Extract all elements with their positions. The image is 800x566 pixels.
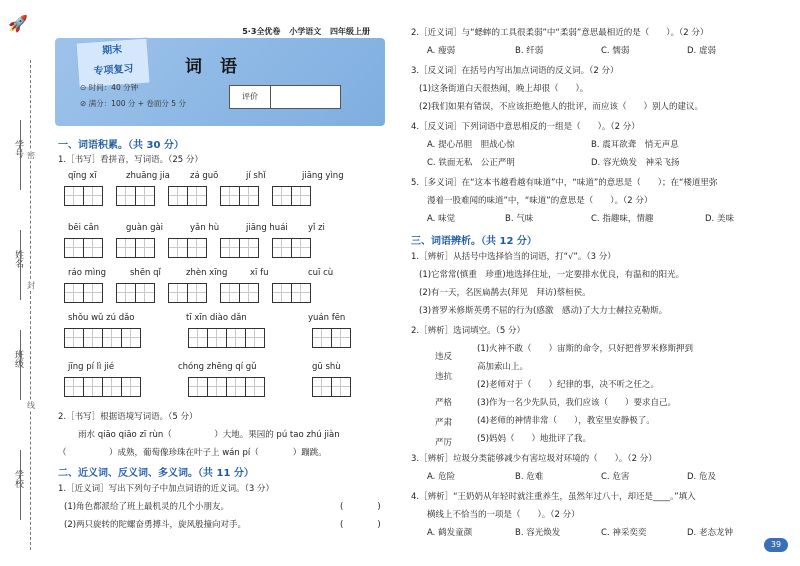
option[interactable]: B. 危难 [515, 472, 544, 482]
s2-q2: 2.［近义词］与“蟋蟀的工具很柔弱”中“柔弱”意思最相近的是（ ）。（2 分） [411, 28, 709, 38]
pinyin: ráo mìng [68, 268, 107, 278]
word-choice: 严厉 [435, 438, 453, 448]
option[interactable]: B. 容光焕发 [515, 528, 561, 538]
gutter-label-id: 学号 [13, 140, 23, 158]
binding-gutter [0, 0, 50, 566]
section-2-title: 二、近义词、反义词、多义词。（共 11 分） [58, 468, 254, 479]
s2-q1b: (2)两只旋转的陀螺奋勇搏斗，旋风般撞向对手。 [64, 520, 247, 530]
s3-q2: 2.［辨析］选词填空。（5 分） [411, 326, 525, 336]
option[interactable]: D. 老态龙钟 [687, 528, 733, 538]
s3-q2a: 高加索山上。 [477, 362, 529, 372]
s2-q5: 漫着一股难闻的味道”中，“味道”的意思是（ ）。（2 分） [427, 196, 653, 206]
pinyin: zá guō [190, 171, 219, 181]
gutter-line [20, 450, 21, 520]
pinyin: shǒu wǔ zú dǎo [68, 313, 135, 323]
score-label: 评价 [230, 86, 271, 108]
s2-q3a: (1)这条街道白天很热闹，晚上却很（ ）。 [419, 84, 589, 94]
pinyin: tī xīn diào dǎn [186, 313, 247, 323]
pinyin: guàn gài [126, 223, 164, 233]
pinyin: bēi cǎn [68, 223, 99, 233]
s1-q1: 1.［书写］看拼音，写词语。（25 分） [58, 155, 203, 165]
s2-q4: 4.［反义词］下列词语中意思相反的一组是（ ）。（2 分） [411, 122, 640, 132]
option[interactable]: D. 危及 [687, 472, 716, 482]
word-choice: 严肃 [435, 418, 453, 428]
pinyin: jiāng yìng [302, 171, 344, 181]
cut-line [30, 60, 31, 550]
s2-q3: 3.［反义词］在括号内写出加点词语的反义词。（2 分） [411, 66, 619, 76]
s3-q2c: (3)作为一名少先队员，我们应该（ ）要求自己。 [477, 398, 677, 408]
word-choice: 严格 [435, 398, 453, 408]
writing-grid-row [64, 328, 350, 348]
s3-q2e: (5)妈妈（ ）地批评了我。 [477, 434, 592, 444]
option[interactable]: A. 提心吊胆 胆战心惊 [427, 140, 515, 150]
gutter-line [20, 230, 21, 300]
word-choice: 违反 [435, 352, 453, 362]
writing-grid-row [64, 283, 310, 303]
right-page [405, 0, 795, 566]
s2-q1: 1.［近义词］写出下列句子中加点词语的近义词。（3 分） [58, 484, 274, 494]
pinyin: qīng xī [68, 171, 97, 181]
section-1-title: 一、词语积累。（共 30 分） [58, 140, 184, 151]
s2-q3b: (2)我们如果有错误，不应该拒绝他人的批评，而应该（ ）别人的建议。 [419, 102, 704, 112]
review-tag: 期末 专项复习 [75, 38, 150, 89]
option[interactable]: C. 铁面无私 公正严明 [427, 158, 515, 168]
pinyin: zhèn xīng [186, 268, 228, 278]
option[interactable]: B. 纤弱 [515, 46, 544, 56]
pinyin: yǐ zi [308, 223, 325, 233]
page-title: 词语 [185, 57, 255, 77]
option[interactable]: B. 气味 [505, 214, 534, 224]
pinyin: jí shǐ [246, 171, 266, 181]
pinyin: yǎn hù [190, 223, 220, 233]
option[interactable]: C. 神采奕奕 [601, 528, 647, 538]
s1-q2-text: （ ）成熟，葡萄像珍珠在叶子上 wán pí（ ）蹦跳。 [58, 448, 327, 458]
s3-q2b: (2)老师对于（ ）纪律的事，决不听之任之。 [477, 380, 660, 390]
pinyin: xī fu [250, 268, 269, 278]
option[interactable]: A. 味觉 [427, 214, 456, 224]
pinyin: chóng zhēng qí gǔ [178, 362, 257, 372]
option[interactable]: A. 危险 [427, 472, 456, 482]
pinyin: jiāng huái [246, 223, 288, 233]
score-box[interactable] [229, 85, 341, 109]
answer-blank[interactable]: ( ) [340, 502, 381, 512]
s3-q1a: (1)它常常(慎重 珍重)地选择住址，一定要排水优良，有温和的阳光。 [419, 270, 685, 280]
title-banner [55, 38, 385, 126]
option[interactable]: A. 瘦弱 [427, 46, 456, 56]
gutter-label-name: 姓名 [13, 250, 23, 268]
cut-label: 封 [27, 281, 35, 290]
s2-q1a: (1)角色都派给了班上最机灵的几个小朋友。 [64, 502, 230, 512]
left-page [50, 0, 395, 566]
score-info: ⊘ 满分：100 分 + 卷面分 5 分 [80, 99, 186, 108]
pinyin: yuán fēn [308, 313, 346, 323]
rocket-icon: 🚀 [8, 14, 28, 33]
s3-q4: 横线上不恰当的一项是（ ）。（2 分） [427, 510, 580, 520]
gutter-label-school: 学校 [13, 470, 23, 488]
answer-blank[interactable]: ( ) [340, 520, 381, 530]
section-3-title: 三、词语辨析。（共 12 分） [411, 236, 537, 247]
writing-grid-row [64, 238, 310, 258]
s1-q2-text: 雨水 qiāo qiāo zī rùn（ ）大地。果园的 pú tao zhú jiàn [78, 430, 340, 440]
pinyin: shēn qǐ [130, 268, 161, 278]
option[interactable]: D. 容光焕发 神采飞扬 [591, 158, 680, 168]
s3-q1: 1.［辨析］从括号中选择恰当的词语，打“√”。（3 分） [411, 252, 616, 262]
s3-q3: 3.［辨析］垃圾分类能够减少有害垃圾对环境的（ ）。（2 分） [411, 454, 657, 464]
s2-q5: 5.［多义词］在“这本书越看越有味道”中，“味道”的意思是（ ）；在“楼道里弥 [411, 178, 718, 188]
s3-q2a: (1)火神不敢（ ）宙斯的命令，只好把普罗米修斯押到 [477, 344, 694, 354]
gutter-label-class: 班级 [13, 350, 23, 368]
pinyin: gū shù [312, 362, 341, 372]
page-number: 39 [764, 538, 788, 552]
option[interactable]: C. 懦弱 [601, 46, 630, 56]
pinyin: jīng pí lì jié [68, 362, 115, 372]
option[interactable]: B. 震耳欲聋 悄无声息 [591, 140, 679, 150]
option[interactable]: C. 指趣味，情趣 [591, 214, 654, 224]
option[interactable]: A. 鹤发童颜 [427, 528, 473, 538]
writing-grid-row [64, 377, 350, 397]
s3-q1c: (3)普罗米修斯英勇不屈的行为(感激 感动)了大力士赫拉克勒斯。 [419, 306, 668, 316]
s3-q4: 4.［辨析］“王奶奶从年轻时就注重养生，虽然年过八十，却还是____。”填入 [411, 492, 696, 502]
gutter-line [20, 120, 21, 190]
writing-grid-row [64, 186, 310, 206]
s1-q2: 2.［书写］根据语境写词语。（5 分） [58, 412, 198, 422]
option[interactable]: D. 虚弱 [687, 46, 716, 56]
option[interactable]: D. 美味 [705, 214, 734, 224]
s3-q1b: (2)有一天，名医扁鹊去(拜见 拜访)蔡桓侯。 [419, 288, 591, 298]
cut-label: 线 [27, 401, 35, 410]
gutter-line [20, 330, 21, 400]
word-choice: 违抗 [435, 372, 453, 382]
cut-label: 密 [27, 151, 35, 160]
page-header: 5·3全优卷 小学语文 四年级上册 [242, 27, 370, 36]
time-info: ⊙ 时间：40 分钟 [80, 83, 139, 92]
pinyin: cuī cù [308, 268, 334, 278]
option[interactable]: C. 危害 [601, 472, 630, 482]
s3-q2d: (4)老师的神情非常（ ），教室里安静极了。 [477, 416, 655, 426]
pinyin: zhuāng jia [126, 171, 170, 181]
